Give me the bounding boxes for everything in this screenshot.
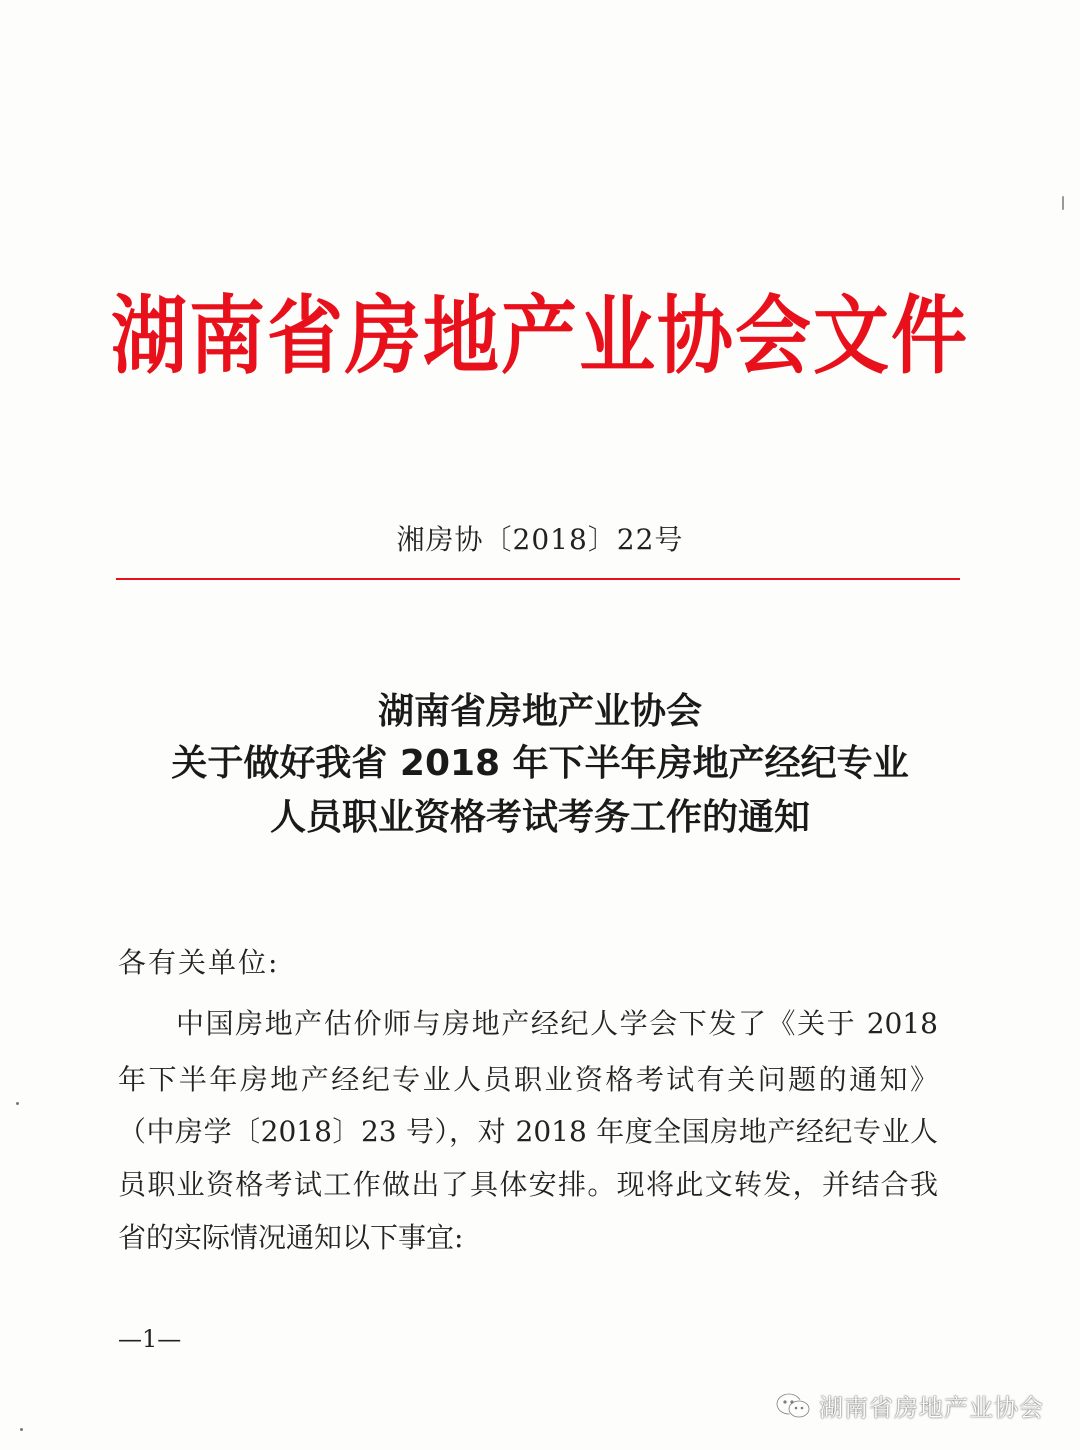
body-line-4: 员职业资格考试工作做出了具体安排。现将此文转发，并结合我 (118, 1168, 938, 1201)
account-watermark (775, 1388, 1044, 1423)
salutation: 各有关单位: (118, 946, 280, 979)
notice-title-line-3: 人员职业资格考试考务工作的通知 (269, 797, 810, 838)
wechat-icon (775, 1392, 811, 1420)
body-line-3: （中房学〔2018〕23 号），对 2018 年度全国房地产经纪专业人 (118, 1115, 938, 1148)
scan-speck (20, 1428, 23, 1431)
red-divider-line (116, 578, 960, 580)
page-number: —1— (118, 1325, 182, 1353)
document-number: 湘房协〔2018〕22号 (396, 523, 684, 556)
body-line-5: 省的实际情况通知以下事宜: (118, 1221, 464, 1254)
body-line-2: 年下半年房地产经纪专业人员职业资格考试有关问题的通知》 (118, 1063, 938, 1096)
notice-title-line-1: 湖南省房地产业协会 (377, 691, 702, 732)
scan-speck (16, 1102, 19, 1105)
scan-speck (1062, 196, 1064, 210)
watermark-text: 湖南省房地产业协会 (819, 1394, 1044, 1422)
body-line-1: 中国房地产估价师与房地产经纪人学会下发了《关于 2018 (176, 1007, 938, 1040)
notice-title-line-2: 关于做好我省 2018 年下半年房地产经纪专业 (171, 743, 909, 784)
document-header-title: 湖南省房地产业协会文件 (111, 285, 969, 386)
